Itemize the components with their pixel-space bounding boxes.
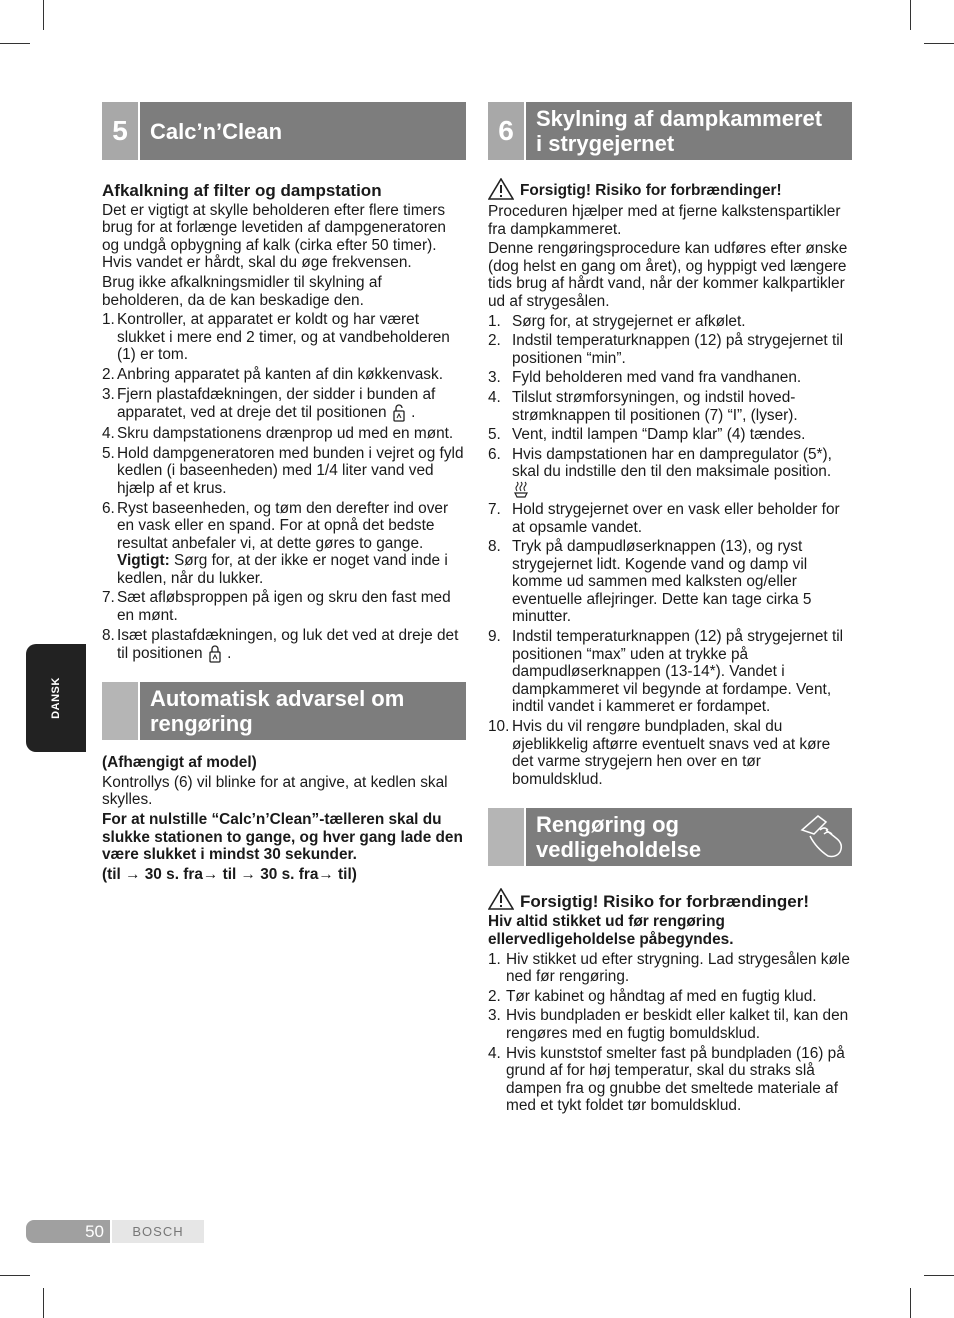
steps-list [488, 313, 852, 789]
warning-triangle-icon [488, 178, 514, 200]
list-item: 3. Fyld beholderen med vand fra vandhanen. [488, 369, 802, 387]
language-label: DANSK [50, 677, 62, 719]
list-item: 1. Hiv stikket ud efter strygning. Lad strygesålen køle ned før rengøring. [488, 950, 850, 986]
page-footer [26, 1220, 204, 1243]
crop-mark [910, 1288, 911, 1318]
right-column [488, 102, 852, 1117]
warning-triangle-icon [488, 888, 514, 910]
list-item: 8. Tryk på dampudløserknappen (13), og ryst strygejernet lidt. Kogende vand og damp vil komme ud sammen med kalksten og/eller eventuelle aflejringer. Dette kan tage cirka 5 minutter. [488, 538, 812, 626]
unlock-position-icon [391, 403, 407, 423]
auto-warning-header [102, 682, 466, 740]
paragraph: Brug ikke afkalkningsmidler til skylning af beholderen, da de kan beskadige den. [102, 273, 382, 309]
model-note: (Afhængigt af model) [102, 754, 257, 772]
section-title: Automatisk advarsel om rengøring [150, 686, 405, 737]
section-title: Skylning af dampkammeret i strygejernet [536, 106, 823, 156]
steps-list [102, 311, 466, 664]
burn-warning: Forsigtig! Risiko for forbrændinger! [488, 888, 852, 910]
list-item: 7. Hold strygejernet over en vask eller beholder for at opsamle vandet. [488, 500, 840, 536]
list-item: 2. Anbring apparatet på kanten af din køkkenvask. [102, 365, 443, 383]
list-item: 9. Indstil temperaturknappen (12) på strygejernet til positionen “max” uden at trykke på dampudløserknappen (13-14*). Vandet i dampkammeret vil begynde at fordampe. Vent, indtil vandet i kammeret er fordampet. [488, 628, 844, 716]
paragraph: Kontrollys (6) vil blinke for at angive, at kedlen skal skylles. [102, 773, 448, 809]
section-number: 6 [488, 102, 526, 160]
section-5-header [102, 102, 466, 160]
section-6-header [488, 102, 852, 160]
crop-mark [43, 1288, 44, 1318]
max-steam-icon [512, 481, 530, 499]
list-item: 4. Hvis kunststof smelter fast på bundpladen (16) på grund af for høj temperatur, skal du straks slå dampen fra og gnubbe det smeltede materiale af med et tykt foldet tør bomuldsklud. [488, 1044, 845, 1115]
section-number-empty [488, 808, 526, 866]
crop-mark [43, 0, 44, 30]
brand-name: BOSCH [110, 1220, 204, 1243]
crop-mark [910, 0, 911, 30]
hand-cleaning-icon [796, 812, 846, 862]
crop-mark [924, 1275, 954, 1276]
list-item: 6. Ryst baseenheden, og tøm den derefter ind over en vask eller en spand. For at opnå det bedste resultat anbefaler vi, at dette gøres to gange. Vigtigt: Sørg for, at der ikke er noget vand inde i kedlen, når du lukker. [102, 499, 449, 587]
crop-mark [0, 43, 30, 44]
list-item: 8. Isæt plastafdækningen, og luk det ved at dreje det til positionen . [102, 626, 459, 663]
list-item: 1. Sørg for, at strygejernet er afkølet. [488, 312, 746, 330]
crop-mark [924, 43, 954, 44]
list-item: 7. Sæt afløbsproppen på igen og skru den fast med en mønt. [102, 589, 451, 625]
steps-list [488, 951, 852, 1115]
section-number-empty [102, 682, 140, 740]
list-item: 3. Fjern plastafdækningen, der sidder i bunden af apparatet, ved at dreje det til positionen . [102, 385, 436, 422]
list-item: 1. Kontroller, at apparatet er koldt og har været slukket i mere end 2 timer, og at vandbeholderen (1) er tom. [102, 311, 450, 364]
list-item: 3. Hvis bundpladen er beskidt eller kalket til, kan den rengøres med en fugtig bomuldsklud. [488, 1007, 849, 1042]
section-title: Calc’n’Clean [150, 118, 283, 144]
section-title: Rengøring og vedligeholdelse [536, 812, 702, 863]
unplug-instruction: Hiv altid stikket ud før rengøring ellervedligeholdelse påbegyndes. [488, 913, 734, 948]
reset-instruction: For at nulstille “Calc’n’Clean”-tælleren skal du slukke stationen to gange, og hver gang lade den være slukket i mindst 30 sekunder. [102, 811, 463, 864]
left-column [102, 102, 466, 885]
list-item: 5. Hold dampgeneratoren med bunden i vejret og fyld kedlen (i baseenheden) med 1/4 liter vand ved hjælp af et krus. [102, 444, 464, 497]
cleaning-header [488, 808, 852, 866]
reset-sequence: (til → 30 s. fra→ til → 30 s. fra→ til) [102, 865, 357, 883]
lock-position-icon [207, 644, 223, 664]
burn-warning: Forsigtig! Risiko for forbrændinger! [488, 178, 852, 200]
crop-mark [0, 1275, 30, 1276]
page-number: 50 [26, 1220, 110, 1243]
section-number: 5 [102, 102, 140, 160]
paragraph: Det er vigtigt at skylle beholderen efter flere timers brug for at forlænge levetiden af dampgeneratoren og undgå opbygning af kalk (cirka efter 50 timer). Hvis vandet er hårdt, skal du øge frekvensen. [102, 201, 446, 272]
list-item: 2. Indstil temperaturknappen (12) på strygejernet til positionen “min”. [488, 332, 844, 367]
list-item: 6. Hvis dampstationen har en dampregulator (5*), skal du indstille den til den maksimale position. [488, 446, 852, 499]
list-item: 4. Skru dampstationens drænprop ud med en mønt. [102, 425, 454, 443]
paragraph: Proceduren hjælper med at fjerne kalkstenspartikler fra dampkammeret. [488, 203, 841, 238]
list-item: 10. Hvis du vil rengøre bundpladen, skal du øjeblikkelig aftørre eventuelt snavs ved at køre det varme strygejern hen over en tør bomuldsklud. [488, 718, 831, 788]
list-item: 4. Tilslut strømforsyningen, og indstil hoved-strømknappen til positionen (7) “I”, (lyser). [488, 388, 798, 424]
language-side-tab [26, 644, 86, 752]
subsection-title: Afkalkning af filter og dampstation [102, 181, 382, 200]
paragraph: Denne rengøringsprocedure kan udføres efter ønske (dog helst en gang om året), og hyppigt ved længere tids brug af hårdt vand, når der kommer kalkpartikler ud af strygesålen. [488, 240, 848, 310]
list-item: 2. Tør kabinet og håndtag af med en fugtig klud. [488, 987, 817, 1005]
list-item: 5. Vent, indtil lampen “Damp klar” (4) tændes. [488, 426, 806, 444]
